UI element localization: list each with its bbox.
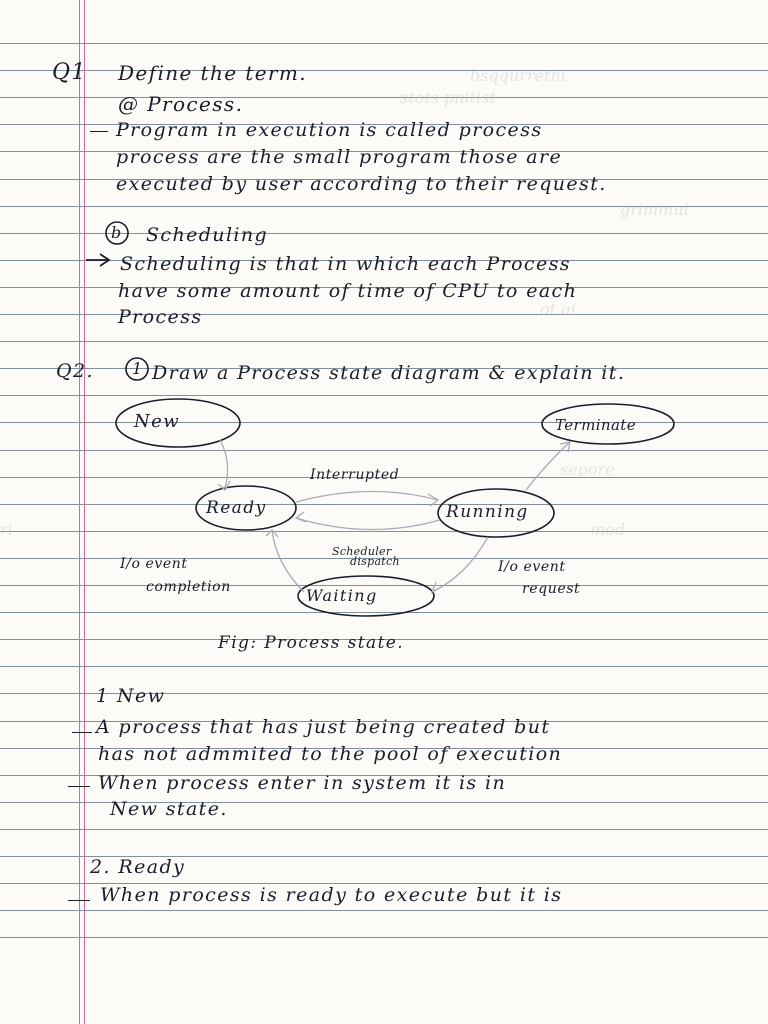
edge-ready-to-running	[296, 491, 438, 502]
q1-a-line-2: process are the small program those are	[116, 146, 563, 168]
explanation-1-line-4: New state.	[110, 798, 228, 820]
notebook-page: bsqqurretni stots pnitist grimmut ot ai sepore mod ri Q1 Define the term. @ Process. Program in execution is called process process are the small program those are executed by user according to their request. b Scheduling Scheduling is that in which each Process have some amount of time of CPU to each Process Q2. 1 Draw a Process state diagram & explain it. New Ready Running Terminate Waiting Interrupted Scheduler dispatch I/o event completion I/o event request Fig: Process state. 1 New A process that has just being created but has not admmited to the pool of execution When process enter in system it is in New state. 2. Ready When process is ready to execute but it is	[0, 0, 768, 1024]
edge-running-to-waiting	[432, 537, 488, 592]
q1-b-line-1: Scheduling is that in which each Process	[120, 253, 571, 275]
explanation-1-line-1: A process that has just being created but	[96, 716, 551, 738]
q2-item-number: 1	[132, 359, 143, 378]
edge-label-io-completion-2: completion	[146, 579, 231, 595]
edge-label-interrupted: Interrupted	[310, 467, 400, 483]
q1-a-label: @ Process.	[118, 92, 244, 116]
q1-b-line-3: Process	[118, 306, 203, 328]
q1-b-title: Scheduling	[146, 224, 269, 246]
edge-label-scheduler-1: Scheduler	[332, 545, 392, 558]
q1-title: Define the term.	[118, 61, 308, 85]
q1-b-label: b	[111, 223, 122, 242]
explanation-1-dash-2	[68, 786, 90, 787]
edge-label-io-completion-1: I/o event	[120, 556, 188, 572]
state-ready-label: Ready	[206, 498, 267, 518]
state-new-label: New	[134, 411, 181, 432]
diagram-caption: Fig: Process state.	[218, 633, 405, 653]
explanation-2-line-1: When process is ready to execute but it is	[100, 884, 563, 906]
state-running-label: Running	[446, 502, 529, 522]
explanation-1-dash-1	[72, 732, 92, 733]
explanation-1-heading: 1 New	[96, 685, 166, 707]
state-terminate-label: Terminate	[555, 416, 637, 434]
q1-a-line-1: Program in execution is called process	[116, 119, 543, 141]
edge-new-to-ready	[220, 440, 228, 488]
q2-number: Q2.	[56, 360, 94, 382]
explanation-1-line-3: When process enter in system it is in	[98, 772, 507, 794]
edge-label-scheduler-2: dispatch	[350, 555, 400, 568]
q1-b-line-2: have some amount of time of CPU to each	[118, 280, 578, 302]
explanation-1-line-2: has not admmited to the pool of execution	[98, 743, 563, 765]
q1-a-line-3: executed by user according to their request.	[116, 173, 607, 195]
explanation-2-dash-1	[68, 900, 90, 901]
explanation-2-heading: 2. Ready	[90, 856, 186, 878]
q1-number: Q1	[52, 60, 87, 85]
edge-running-to-terminate	[526, 442, 570, 490]
edge-running-to-ready	[296, 518, 440, 530]
edge-label-io-request-1: I/o event	[498, 559, 566, 575]
edge-label-io-request-2: request	[522, 581, 581, 597]
edge-waiting-to-ready	[272, 530, 304, 592]
state-waiting-label: Waiting	[306, 586, 378, 605]
q2-title: Draw a Process state diagram & explain it.	[152, 362, 626, 384]
